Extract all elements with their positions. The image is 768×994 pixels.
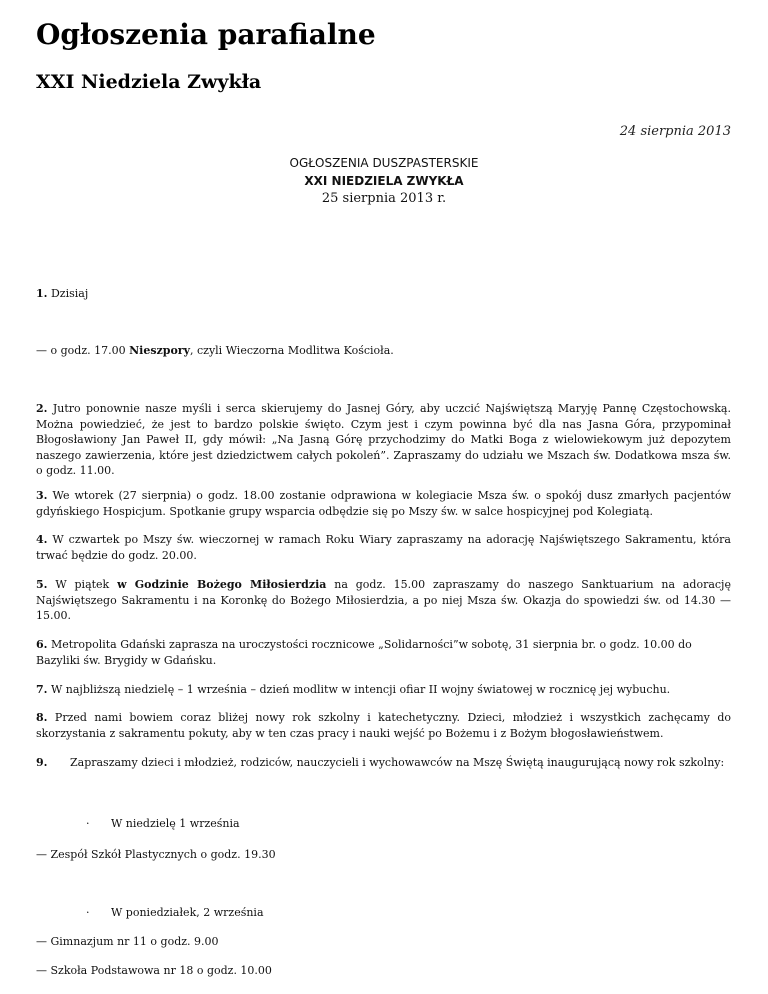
item-number: 2. (36, 402, 48, 415)
schedule-entry: — Szkoła Podstawowa nr 18 o godz. 10.00 (36, 964, 272, 977)
announcement-1 (36, 286, 731, 302)
item-number: 1. (36, 287, 48, 300)
schedule-entry: — Zespół Szkół Plastycznych o godz. 19.30 (36, 848, 276, 861)
schedule-entry: — Gimnazjum nr 11 o godz. 9.00 (36, 935, 219, 948)
post-date: 24 sierpnia 2013 (619, 124, 731, 139)
item-text: na godz. 15.00 zapraszamy do naszego Sanktuarium na adorację Najświętszego Sakramentu i na Koronkę do Bożego Miłosierdzia, a po niej Msza św. Okazja do spowiedzi św. od 14.30 — 15.00. (36, 578, 731, 622)
item-number: 5. (36, 578, 48, 591)
item-text: W czwartek po Mszy św. wieczornej w ramach Roku Wiary zapraszamy na adorację Najświętszego Sakramentu, która trwać będzie do godz. 20.00. (36, 533, 731, 562)
item-text: Dzisiaj (47, 287, 89, 300)
announcement-9: Zapraszamy dzieci i młodzież, rodziców, nauczycieli i wychowawców na Mszę Świętą inaugurującą nowy rok szkolny: (70, 756, 725, 769)
item-emphasis: Nieszpory (129, 344, 190, 357)
bullet-icon: · (86, 817, 90, 830)
announcement-4 (36, 532, 731, 563)
item-text: Przed nami bowiem coraz bliżej nowy rok szkolny i katechetyczny. Dzieci, młodzież i wszystkich zachęcamy do skorzystania z sakramentu pokuty, aby w ten czas pracy i nauki wejść po Bożemu i z Bożym błogosławieństwem. (36, 711, 731, 740)
item-text: Jutro ponownie nasze myśli i serca skierujemy do Jasnej Góry, aby uczcić Najświętszą Maryję Pannę Częstochowską. Można powiedzieć, że jest to bardzo polskie święto. Czym jest i czym powinna być dla nas Jasna Góra, przypominał Błogosławiony Jan Paweł II, gdy mówił: „Na Jasną Górę przychodzimy do Matki Boga z wielowiekowym już depozytem naszego zawierzenia, które jest dziedzictwem całych pokoleń”. Zapraszamy do udziału we Mszach św. Dodatkowa msza św. o godz. 11.00. (36, 402, 731, 477)
item-number: 4. (36, 533, 48, 546)
schedule-day-1: W niedzielę 1 września (111, 817, 240, 830)
header-line-2: XXI NIEDZIELA ZWYKŁA (304, 174, 464, 188)
announcement-8 (36, 710, 731, 741)
item-text: W najbliższą niedzielę – 1 września – dzień modlitw w intencji ofiar II wojny światowej w rocznicę jej wybuchu. (47, 683, 671, 696)
item-text: We wtorek (27 sierpnia) o godz. 18.00 zostanie odprawiona w kolegiacie Msza św. o spokój dusz zmarłych pacjentów gdyńskiego Hospicjum. Spotkanie grupy wsparcia odbędzie się po Mszy św. w salce hospicyjnej pod Kolegiatą. (36, 489, 731, 518)
item-text: — o godz. 17.00 (36, 344, 130, 357)
announcement-1-detail (36, 343, 731, 359)
announcement-6 (36, 637, 731, 668)
item-text: , czyli Wieczorna Modlitwa Kościoła. (190, 344, 394, 357)
announcement-5 (36, 577, 731, 624)
schedule-day-2: W poniedziałek, 2 września (111, 906, 264, 919)
item-number: 3. (36, 489, 48, 502)
item-number-9: 9. (36, 756, 48, 769)
item-number: 6. (36, 638, 48, 651)
item-number: 7. (36, 683, 48, 696)
header-line-1: OGŁOSZENIA DUSZPASTERSKIE (289, 156, 479, 170)
item-emphasis: w Godzinie Bożego Miłosierdzia (117, 578, 327, 591)
announcement-2 (36, 401, 731, 479)
item-text: W piątek (47, 578, 118, 591)
page-title: Ogłoszenia parafialne (36, 18, 376, 51)
announcement-7 (36, 682, 731, 698)
announcement-3 (36, 488, 731, 519)
header-line-3: 25 sierpnia 2013 r. (321, 191, 447, 206)
bullet-icon: · (86, 906, 90, 919)
item-number: 8. (36, 711, 48, 724)
item-text: Metropolita Gdański zaprasza na uroczystości rocznicowe „Solidarności”w sobotę, 31 sierpnia br. o godz. 10.00 do Bazyliki św. Brygidy w Gdańsku. (36, 638, 692, 667)
page-subtitle: XXI Niedziela Zwykła (36, 71, 262, 93)
